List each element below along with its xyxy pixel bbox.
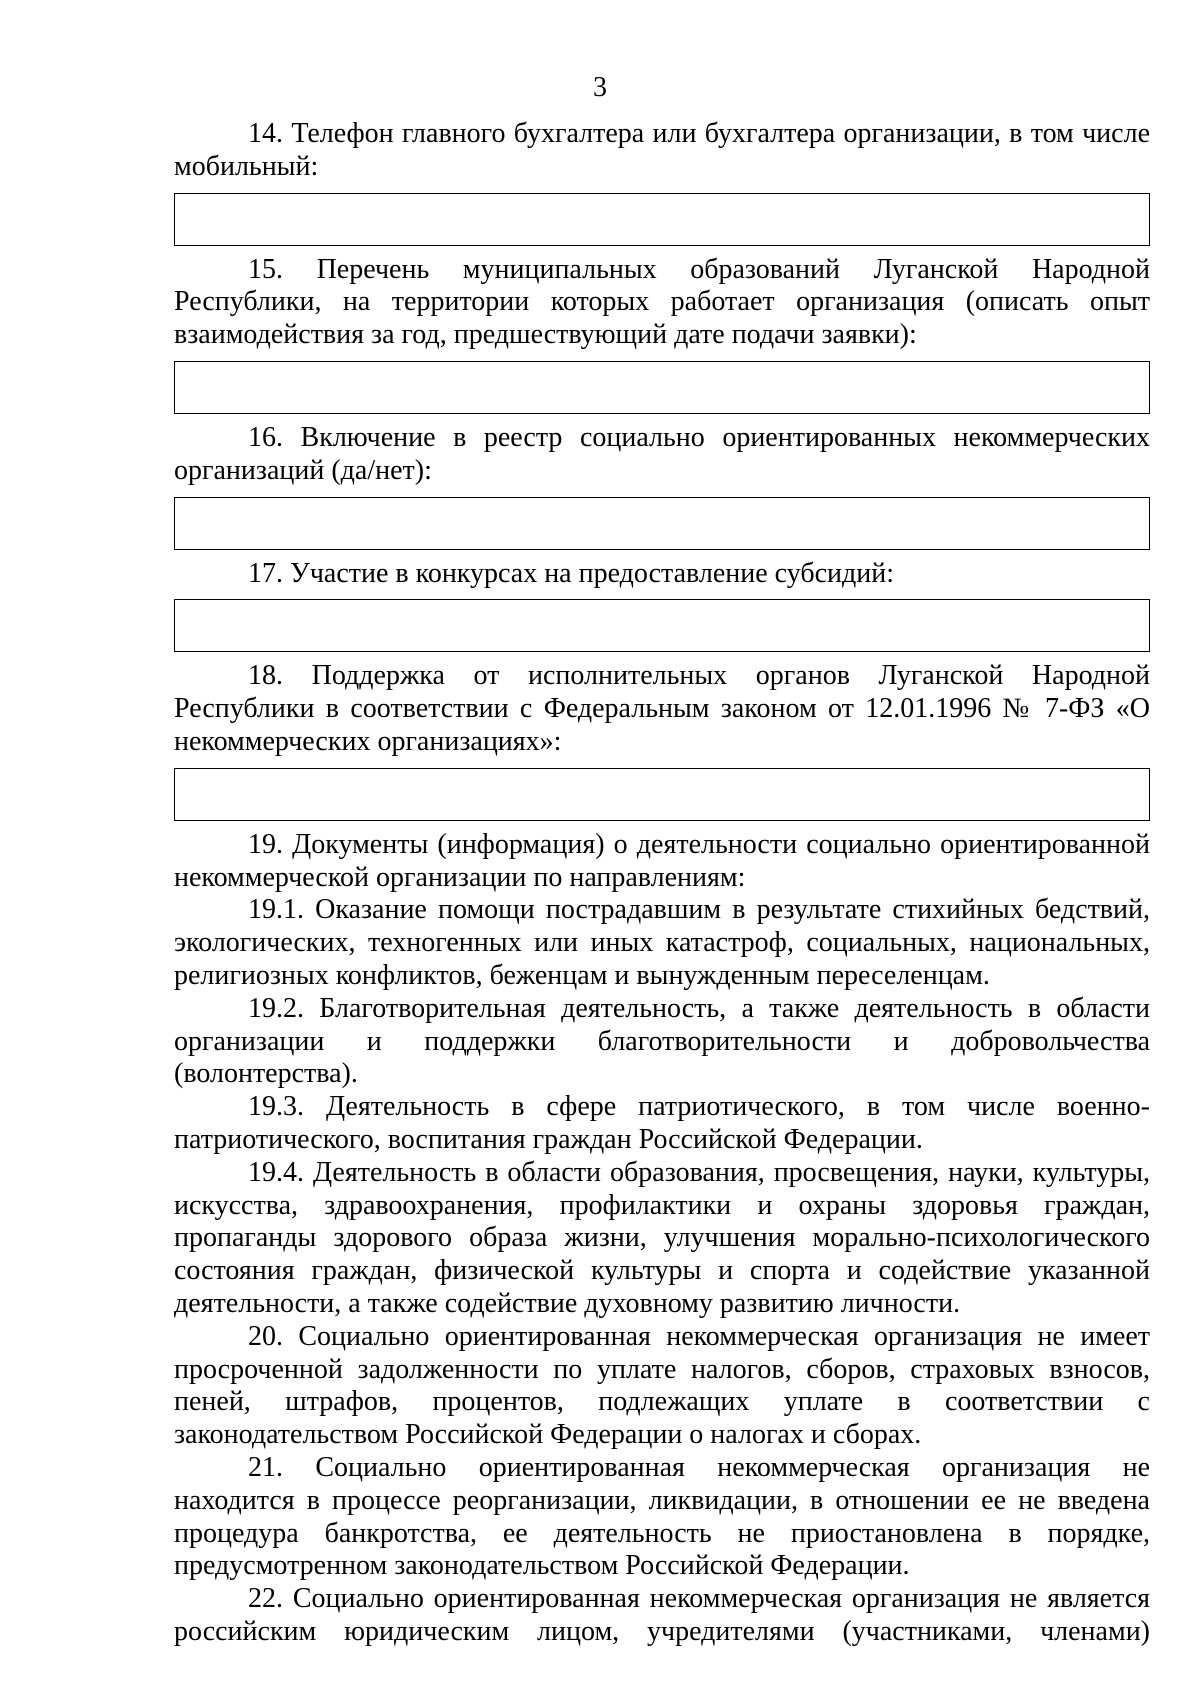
- item-15-text: 15. Перечень муниципальных образований Луганской Народной Республики, на территории которых работает организация (описать опыт взаимодействия за год, предшествующий дате подачи заявки):: [174, 253, 1150, 351]
- item-14-answer-field[interactable]: [174, 193, 1150, 246]
- item-19-3-text: 19.3. Деятельность в сфере патриотического, в том числе военно-патриотического, воспитания граждан Российской Федерации.: [174, 1091, 1150, 1155]
- item-20-text: 20. Социально ориентированная некоммерческая организация не имеет просроченной задолженности по уплате налогов, сборов, страховых взносов, пеней, штрафов, процентов, подлежащих уплате в соответствии с законодательством Российской Федерации о налогах и сборах.: [174, 1320, 1150, 1451]
- document-body: [174, 118, 1150, 1649]
- item-22-text: 22. Социально ориентированная некоммерческая организация не является российским юридическим лицом, учредителями (участниками, членами): [174, 1583, 1150, 1647]
- item-17-text: 17. Участие в конкурсах на предоставление субсидий:: [248, 557, 895, 589]
- item-17-answer-field[interactable]: [174, 599, 1150, 652]
- page-number: 3: [593, 72, 607, 103]
- item-19-2-text: 19.2. Благотворительная деятельность, а также деятельность в области организации и поддержки благотворительности и добровольчества (волонтерства).: [174, 992, 1150, 1090]
- item-18-answer-field[interactable]: [174, 768, 1150, 821]
- item-18-text: 18. Поддержка от исполнительных органов Луганской Народной Республики в соответствии с Федеральным законом от 12.01.1996 № 7-ФЗ «О некоммерческих организациях»:: [174, 660, 1150, 757]
- item-19-text: 19. Документы (информация) о деятельности социально ориентированной некоммерческой организации по направлениям:: [174, 828, 1150, 893]
- item-16-text: 16. Включение в реестр социально ориентированных некоммерческих организаций (да/нет):: [174, 421, 1150, 486]
- item-14-text: 14. Телефон главного бухгалтера или бухгалтера организации, в том числе мобильный:: [174, 118, 1150, 182]
- item-19-4-text: 19.4. Деятельность в области образования, просвещения, науки, культуры, искусства, здравоохранения, профилактики и охраны здоровья граждан, пропаганды здорового образа жизни, улучшения морально-психологического состояния граждан, физической культуры и спорта и содействие указанной деятельности, а также содействие духовному развитию личности.: [174, 1156, 1150, 1319]
- item-15-answer-field[interactable]: [174, 361, 1150, 414]
- item-16-answer-field[interactable]: [174, 497, 1150, 550]
- item-19-1-text: 19.1. Оказание помощи пострадавшим в результате стихийных бедствий, экологических, техногенных или иных катастроф, социальных, национальных, религиозных конфликтов, беженцам и вынужденным переселенцам.: [174, 894, 1150, 991]
- item-21-text: 21. Социально ориентированная некоммерческая организация не находится в процессе реорганизации, ликвидации, в отношении ее не введена процедура банкротства, ее деятельность не приостановлена в порядке, предусмотренном законодательством Российской Федерации.: [174, 1451, 1150, 1582]
